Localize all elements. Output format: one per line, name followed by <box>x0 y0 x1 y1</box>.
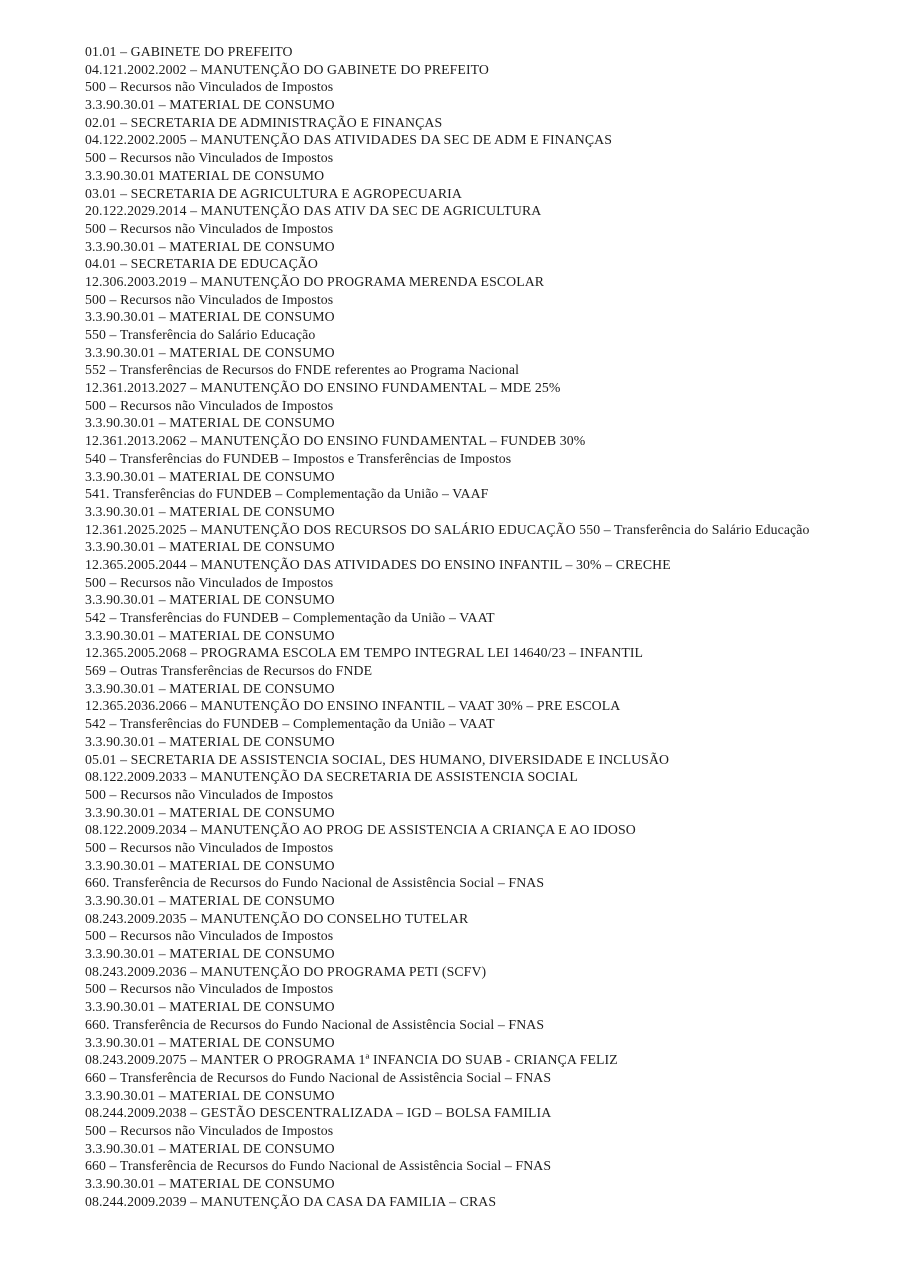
document-line: 12.361.2013.2062 – MANUTENÇÃO DO ENSINO FUNDAMENTAL – FUNDEB 30% <box>85 433 586 449</box>
document-line: 08.122.2009.2034 – MANUTENÇÃO AO PROG DE ASSISTENCIA A CRIANÇA E AO IDOSO <box>85 822 636 838</box>
document-line: 542 – Transferências do FUNDEB – Complementação da União – VAAT <box>85 610 495 625</box>
document-line: 660 – Transferência de Recursos do Fundo Nacional de Assistência Social – FNAS <box>85 1158 552 1174</box>
document-line: 12.361.2025.2025 – MANUTENÇÃO DOS RECURSOS DO SALÁRIO EDUCAÇÃO 550 – Transferência do Salário Educação <box>85 521 810 537</box>
document-line: 3.3.90.30.01 – MATERIAL DE CONSUMO <box>85 733 335 749</box>
document-line: 500 – Recursos não Vinculados de Impostos <box>85 928 334 944</box>
document-line: 08.244.2009.2039 – MANUTENÇÃO DA CASA DA FAMILIA – CRAS <box>85 1193 497 1209</box>
document-line: 08.122.2009.2033 – MANUTENÇÃO DA SECRETARIA DE ASSISTENCIA SOCIAL <box>85 769 578 785</box>
document-line: 01.01 – GABINETE DO PREFEITO <box>85 44 293 59</box>
document-line: 3.3.90.30.01 – MATERIAL DE CONSUMO <box>85 415 335 431</box>
document-line: 3.3.90.30.01 – MATERIAL DE CONSUMO <box>85 1140 335 1156</box>
document-line: 550 – Transferência do Salário Educação <box>85 327 316 342</box>
document-line: 04.01 – SECRETARIA DE EDUCAÇÃO <box>85 256 318 272</box>
document-line: 3.3.90.30.01 – MATERIAL DE CONSUMO <box>85 468 335 484</box>
document-text-block <box>85 43 880 1210</box>
document-line: 3.3.90.30.01 – MATERIAL DE CONSUMO <box>85 1087 335 1103</box>
document-line: 500 – Recursos não Vinculados de Impostos <box>85 574 334 590</box>
document-line: 04.121.2002.2002 – MANUTENÇÃO DO GABINETE DO PREFEITO <box>85 61 489 77</box>
document-line: 12.361.2013.2027 – MANUTENÇÃO DO ENSINO FUNDAMENTAL – MDE 25% <box>85 380 561 396</box>
document-line: 3.3.90.30.01 – MATERIAL DE CONSUMO <box>85 946 335 962</box>
document-line: 660. Transferência de Recursos do Fundo Nacional de Assistência Social – FNAS <box>85 1016 545 1032</box>
document-line: 500 – Recursos não Vinculados de Impostos <box>85 786 334 802</box>
document-line: 3.3.90.30.01 – MATERIAL DE CONSUMO <box>85 539 335 555</box>
document-line: 3.3.90.30.01 – MATERIAL DE CONSUMO <box>85 857 335 873</box>
document-line: 3.3.90.30.01 – MATERIAL DE CONSUMO <box>85 1176 335 1191</box>
document-line: 3.3.90.30.01 – MATERIAL DE CONSUMO <box>85 627 335 643</box>
document-line: 500 – Recursos não Vinculados de Impostos <box>85 397 334 413</box>
document-line: 3.3.90.30.01 – MATERIAL DE CONSUMO <box>85 804 335 820</box>
document-line: 3.3.90.30.01 – MATERIAL DE CONSUMO <box>85 680 335 696</box>
document-line: 12.365.2036.2066 – MANUTENÇÃO DO ENSINO INFANTIL – VAAT 30% – PRE ESCOLA <box>85 698 621 714</box>
document-line: 541. Transferências do FUNDEB – Complementação da União – VAAF <box>85 486 489 502</box>
document-line: 500 – Recursos não Vinculados de Impostos <box>85 291 334 307</box>
document-line: 03.01 – SECRETARIA DE AGRICULTURA E AGROPECUARIA <box>85 185 462 201</box>
document-line: 20.122.2029.2014 – MANUTENÇÃO DAS ATIV DA SEC DE AGRICULTURA <box>85 203 542 219</box>
document-line: 3.3.90.30.01 – MATERIAL DE CONSUMO <box>85 97 335 113</box>
document-line: 12.365.2005.2068 – PROGRAMA ESCOLA EM TEMPO INTEGRAL LEI 14640/23 – INFANTIL <box>85 645 644 661</box>
document-line: 3.3.90.30.01 – MATERIAL DE CONSUMO <box>85 309 335 325</box>
document-line: 3.3.90.30.01 – MATERIAL DE CONSUMO <box>85 238 335 254</box>
document-line: 500 – Recursos não Vinculados de Impostos <box>85 79 334 95</box>
document-line: 08.243.2009.2036 – MANUTENÇÃO DO PROGRAMA PETI (SCFV) <box>85 963 487 979</box>
document-line: 542 – Transferências do FUNDEB – Complementação da União – VAAT <box>85 716 495 732</box>
document-line: 08.243.2009.2035 – MANUTENÇÃO DO CONSELHO TUTELAR <box>85 910 469 926</box>
document-line: 3.3.90.30.01 – MATERIAL DE CONSUMO <box>85 503 335 519</box>
document-line: 02.01 – SECRETARIA DE ADMINISTRAÇÃO E FINANÇAS <box>85 114 443 130</box>
document-line: 500 – Recursos não Vinculados de Impostos <box>85 150 334 166</box>
document-line: 3.3.90.30.01 – MATERIAL DE CONSUMO <box>85 592 335 608</box>
document-line: 660. Transferência de Recursos do Fundo Nacional de Assistência Social – FNAS <box>85 875 545 891</box>
document-line: 08.244.2009.2038 – GESTÃO DESCENTRALIZADA – IGD – BOLSA FAMILIA <box>85 1105 552 1121</box>
document-line: 05.01 – SECRETARIA DE ASSISTENCIA SOCIAL, DES HUMANO, DIVERSIDADE E INCLUSÃO <box>85 751 670 767</box>
document-line: 500 – Recursos não Vinculados de Impostos <box>85 839 334 855</box>
document-line: 3.3.90.30.01 MATERIAL DE CONSUMO <box>85 167 325 183</box>
document-line: 500 – Recursos não Vinculados de Impostos <box>85 1122 334 1138</box>
document-line: 552 – Transferências de Recursos do FNDE referentes ao Programa Nacional <box>85 362 520 378</box>
document-line: 660 – Transferência de Recursos do Fundo Nacional de Assistência Social – FNAS <box>85 1069 552 1085</box>
document-line: 3.3.90.30.01 – MATERIAL DE CONSUMO <box>85 999 335 1015</box>
document-line: 569 – Outras Transferências de Recursos do FNDE <box>85 663 373 679</box>
document-line: 04.122.2002.2005 – MANUTENÇÃO DAS ATIVIDADES DA SEC DE ADM E FINANÇAS <box>85 132 612 148</box>
document-line: 3.3.90.30.01 – MATERIAL DE CONSUMO <box>85 893 335 908</box>
document-line: 500 – Recursos não Vinculados de Impostos <box>85 220 334 236</box>
document-line: 3.3.90.30.01 – MATERIAL DE CONSUMO <box>85 1034 335 1050</box>
document-line: 12.306.2003.2019 – MANUTENÇÃO DO PROGRAMA MERENDA ESCOLAR <box>85 273 545 289</box>
document-line: 540 – Transferências do FUNDEB – Impostos e Transferências de Impostos <box>85 450 512 466</box>
document-line: 3.3.90.30.01 – MATERIAL DE CONSUMO <box>85 344 335 360</box>
document-line: 08.243.2009.2075 – MANTER O PROGRAMA 1ª INFANCIA DO SUAB - CRIANÇA FELIZ <box>85 1052 618 1068</box>
document-line: 12.365.2005.2044 – MANUTENÇÃO DAS ATIVIDADES DO ENSINO INFANTIL – 30% – CRECHE <box>85 556 671 572</box>
document-line: 500 – Recursos não Vinculados de Impostos <box>85 981 334 997</box>
